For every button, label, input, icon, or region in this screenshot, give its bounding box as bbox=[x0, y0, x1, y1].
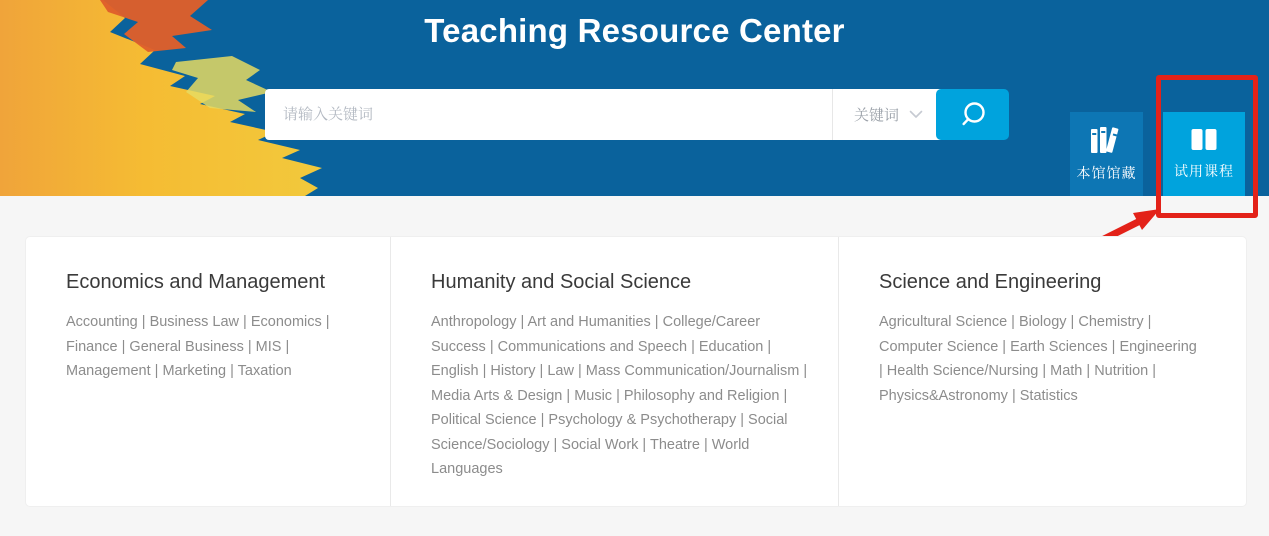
search-field-dropdown[interactable] bbox=[832, 89, 944, 140]
category-subject-links[interactable]: Agricultural Science | Biology | Chemistry | Computer Science | Earth Sciences | Engineering | Health Science/Nursing | Math | Nutrition | Physics&Astronomy | Statistics bbox=[879, 314, 1197, 404]
trial-courses-label: 试用课程 bbox=[1174, 163, 1234, 179]
search-field-label: 关键词 bbox=[853, 107, 899, 124]
category-science-and-engineering bbox=[838, 237, 1246, 506]
category-title: Science and Engineering bbox=[879, 271, 1102, 293]
open-book-icon bbox=[1189, 127, 1219, 153]
library-books-icon bbox=[1088, 125, 1126, 155]
category-panel bbox=[26, 237, 1246, 506]
search-button[interactable] bbox=[936, 89, 1009, 140]
trial-courses-button[interactable] bbox=[1163, 112, 1245, 196]
search-icon bbox=[958, 100, 988, 130]
category-subject-links[interactable]: Anthropology | Art and Humanities | College/Career Success | Communications and Speech | Education | English | History | Law | Mass Communication/Journalism | Media Arts & Design | Music | Philosophy and Religion | Political Science | Psychology & Psychotherapy | Social Science/Sociology | Social Work | Theatre | World Languages bbox=[431, 314, 808, 477]
library-collection-button[interactable] bbox=[1070, 112, 1143, 196]
category-subject-links[interactable]: Accounting | Business Law | Economics | Finance | General Business | MIS | Management | Marketing | Taxation bbox=[66, 314, 330, 379]
category-title: Economics and Management bbox=[66, 271, 326, 293]
library-collection-label: 本馆馆藏 bbox=[1076, 165, 1137, 181]
search-input[interactable] bbox=[265, 89, 832, 140]
chevron-down-icon bbox=[909, 110, 923, 119]
hero-header bbox=[0, 0, 1269, 196]
category-humanity-and-social-science bbox=[390, 237, 838, 506]
category-economics-and-management bbox=[26, 237, 390, 506]
search-bar bbox=[265, 89, 944, 140]
category-title: Humanity and Social Science bbox=[431, 271, 692, 293]
page-title: Teaching Resource Center bbox=[424, 12, 845, 49]
